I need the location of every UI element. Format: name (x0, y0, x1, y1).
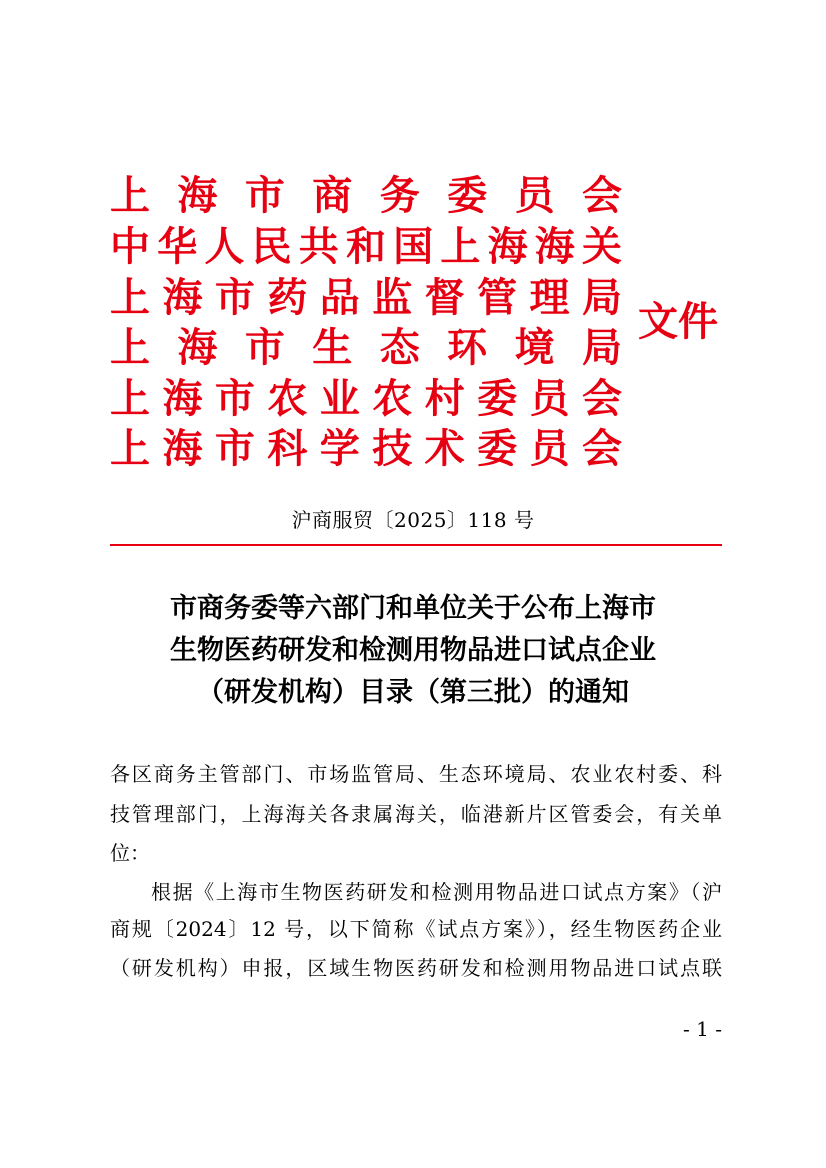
addressee-line-2: 技管理部门，上海海关各隶属海关，临港新片区管委会，有关单 (110, 802, 722, 826)
paragraph-line-3: （研发机构）申报，区域生物医药研发和检测用物品进口试点联 (110, 956, 722, 980)
title-line-3: （研发机构）目录（第三批）的通知 (197, 677, 629, 708)
addressee-line-1: 各区商务主管部门、市场监管局、生态环境局、农业农村委、科 (110, 762, 722, 786)
document-number: 沪商服贸〔2025〕118 号 (291, 508, 535, 532)
title-line-2: 生物医药研发和检测用物品进口试点企业 (170, 635, 656, 666)
red-divider-line (110, 544, 722, 546)
issuing-org-4: 上 海 市 生 态 环 境 局 (110, 324, 622, 371)
title-line-1: 市商务委等六部门和单位关于公布上海市 (170, 593, 656, 624)
paragraph-line-2: 商规〔2024〕12 号，以下简称《试点方案》），经生物医药企业 (110, 917, 722, 941)
page-number: - 1 - (683, 1017, 722, 1041)
document-suffix: 文件 (638, 298, 718, 345)
paragraph-line-1: 根据《上海市生物医药研发和检测用物品进口试点方案》（沪 (151, 880, 722, 904)
addressee-line-3: 位： (110, 841, 150, 865)
issuing-org-3: 上海市药品监督管理局 (110, 274, 622, 321)
issuing-org-6: 上海市科学技术委员会 (110, 425, 622, 472)
issuing-org-2: 中华人民共和国上海海关 (110, 223, 622, 270)
issuing-org-5: 上海市农业农村委员会 (110, 375, 622, 422)
issuing-org-1: 上 海 市 商 务 委 员 会 (110, 172, 622, 219)
